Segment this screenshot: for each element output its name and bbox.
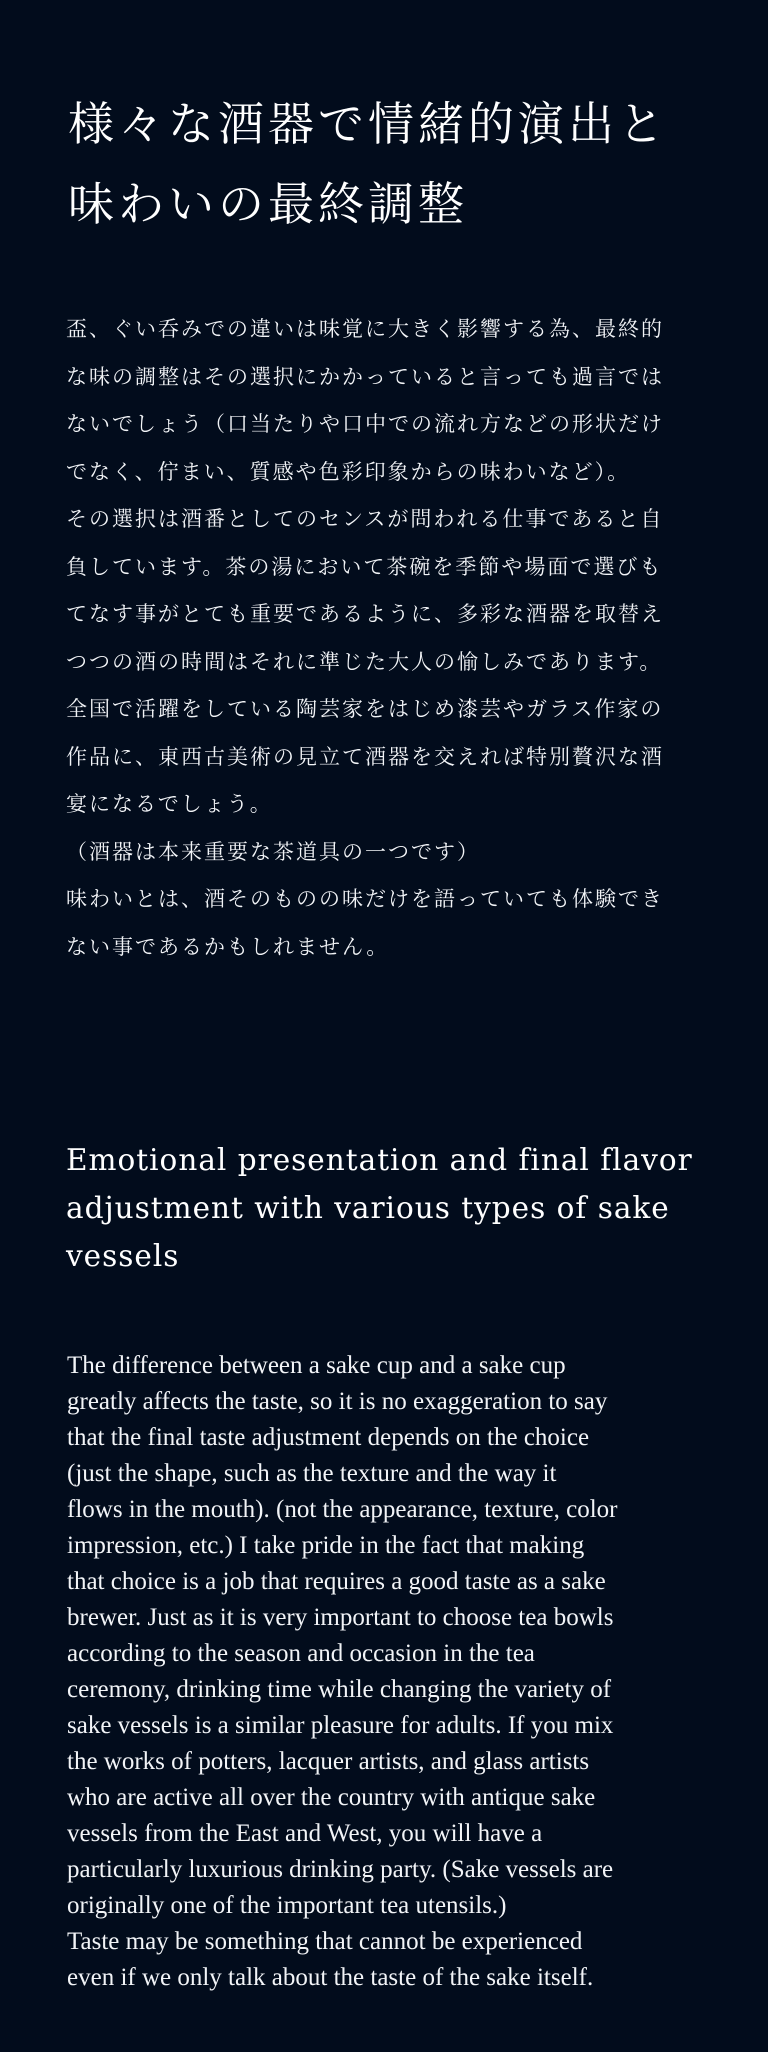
english-body-line: particularly luxurious drinking party. (Sake vessels are <box>67 1856 614 1883</box>
japanese-body-line: ない事であるかもしれません。 <box>66 934 390 959</box>
japanese-title-line: 味わいの最終調整 <box>68 177 468 231</box>
japanese-body-line: 作品に、東西古美術の見立て酒器を交えれば特別贅沢な酒 <box>66 744 664 769</box>
english-title-line: adjustment with various types of sake <box>66 1191 670 1225</box>
japanese-body-line: ないでしょう（口当たりや口中での流れ方などの形状だけ <box>66 412 664 436</box>
english-body-line: The difference between a sake cup and a sake cup <box>67 1352 566 1379</box>
english-body-line: Taste may be something that cannot be experienced <box>67 1928 583 1955</box>
english-body-line: even if we only talk about the taste of the sake itself. <box>67 1964 594 1991</box>
japanese-body-line: 味わいとは、酒そのものの味だけを語っていても体験でき <box>66 887 664 911</box>
english-body-line: that the final taste adjustment depends on the choice <box>67 1424 590 1451</box>
japanese-body-line: 宴になるでしょう。 <box>66 792 273 816</box>
japanese-body-line: 負しています。茶の湯において茶碗を季節や場面で選びも <box>66 554 663 579</box>
japanese-body-line: つつの酒の時間はそれに準じた大人の愉しみであります。 <box>66 649 663 674</box>
english-body <box>67 1348 707 1996</box>
japanese-body-line: その選択は酒番としてのセンスが問われる仕事であると自 <box>66 507 664 531</box>
japanese-body-line: 盃、ぐい呑みでの違いは味覚に大きく影響する為、最終的 <box>66 317 664 341</box>
english-body-line: originally one of the important tea utensils.) <box>67 1892 507 1919</box>
english-body-line: according to the season and occasion in the tea <box>67 1640 535 1667</box>
english-body-line: impression, etc.) I take pride in the fact that making <box>67 1532 585 1559</box>
english-body-line: ceremony, drinking time while changing the variety of <box>67 1676 612 1703</box>
japanese-body-line: でなく、佇まい、質感や色彩印象からの味わいなど）。 <box>66 459 631 484</box>
english-title-line: Emotional presentation and final flavor <box>66 1143 693 1177</box>
japanese-body-line: てなす事がとても重要であるように、多彩な酒器を取替え <box>66 602 664 626</box>
english-body-line: greatly affects the taste, so it is no exaggeration to say <box>67 1388 608 1415</box>
english-body-line: who are active all over the country with antique sake <box>67 1784 596 1811</box>
english-body-line: brewer. Just as it is very important to choose tea bowls <box>67 1604 614 1631</box>
japanese-body-line: な味の調整はその選択にかかっていると言っても過言では <box>66 364 664 389</box>
english-body-line: that choice is a job that requires a good taste as a sake <box>67 1568 606 1595</box>
english-body-line: sake vessels is a similar pleasure for adults. If you mix <box>67 1712 614 1739</box>
english-body-line: flows in the mouth). (not the appearance, texture, color <box>67 1496 618 1523</box>
english-title <box>66 1136 706 1280</box>
english-body-line: vessels from the East and West, you will have a <box>67 1820 543 1847</box>
english-title-line: vessels <box>66 1239 180 1273</box>
english-body-line: the works of potters, lacquer artists, and glass artists <box>67 1748 590 1775</box>
japanese-title-line: 様々な酒器で情緒的演出と <box>68 97 668 151</box>
english-body-line: (just the shape, such as the texture and the way it <box>67 1460 557 1487</box>
japanese-title <box>68 84 718 244</box>
japanese-body-line: 全国で活躍をしている陶芸家をはじめ漆芸やガラス作家の <box>66 697 664 721</box>
japanese-body <box>66 306 706 971</box>
japanese-body-line: （酒器は本来重要な茶道具の一つです） <box>66 839 480 864</box>
